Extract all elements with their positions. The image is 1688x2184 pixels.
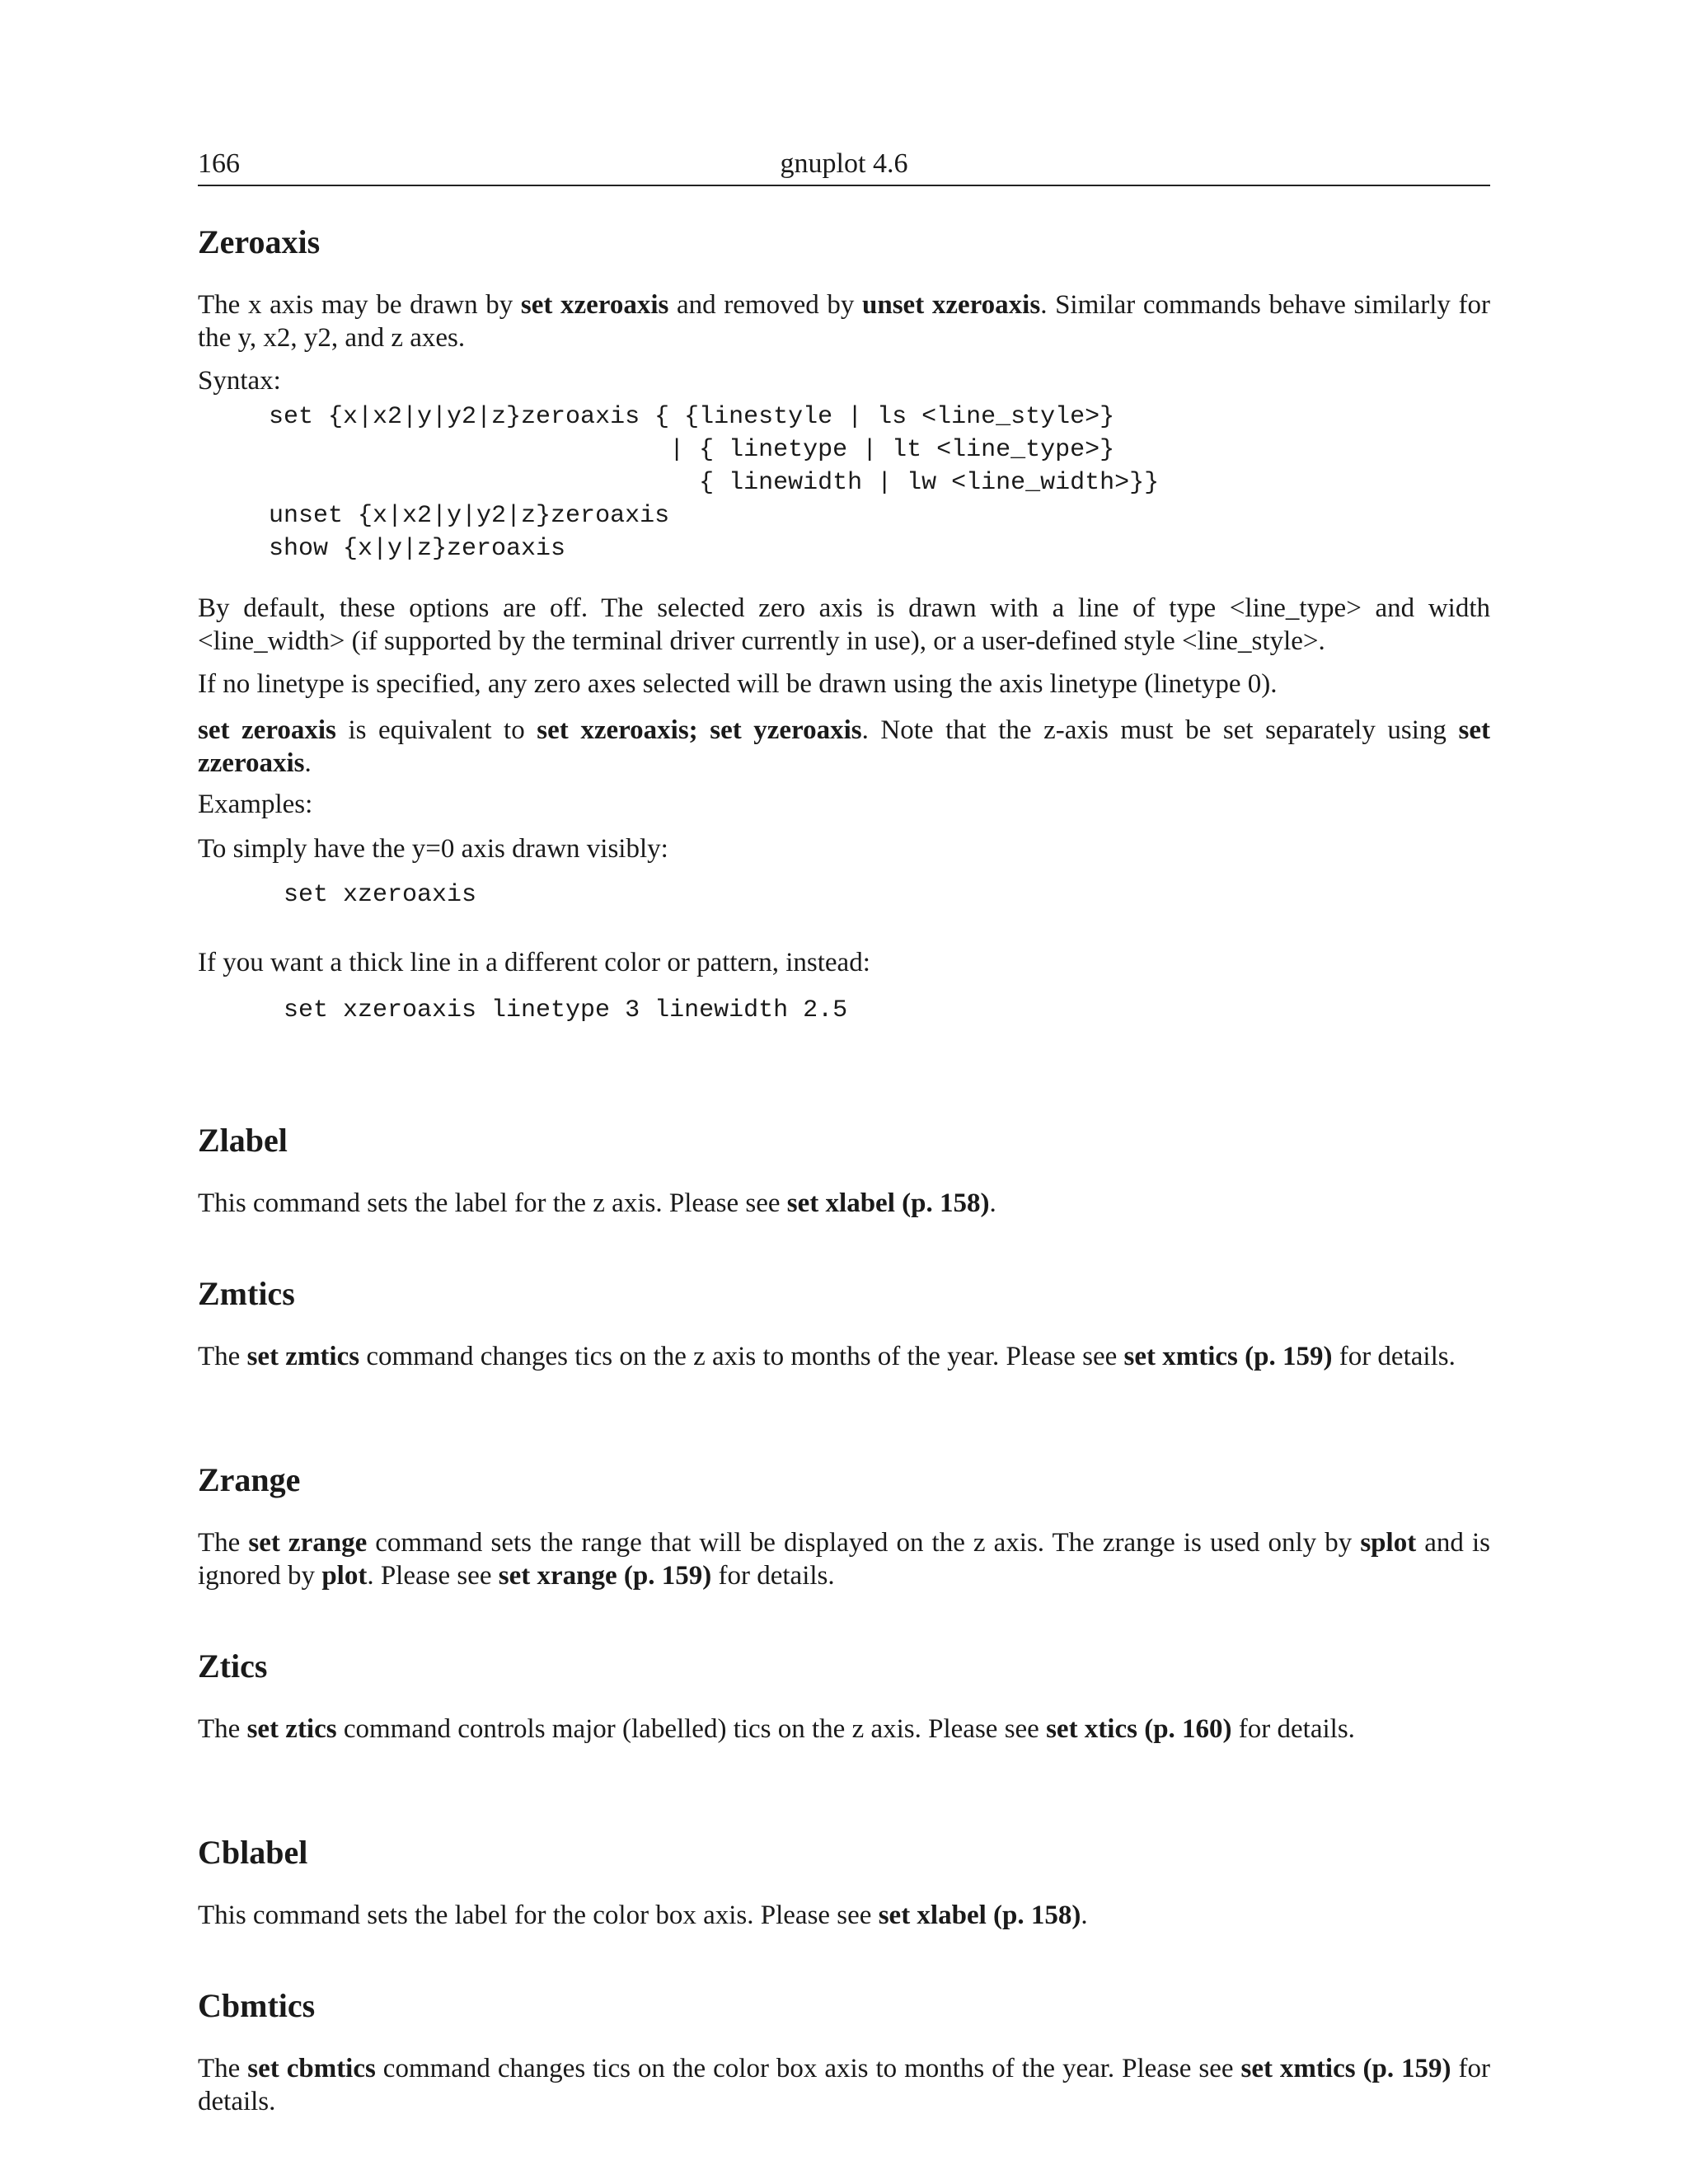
bold-reference: set xtics (p. 160): [1046, 1714, 1232, 1744]
text-run: command changes tics on the z axis to months of the year. Please see: [359, 1342, 1124, 1371]
bold-reference: set xrange (p. 159): [498, 1561, 712, 1591]
text-run: and removed by: [668, 290, 862, 320]
text-run: . Please see: [367, 1561, 499, 1591]
text-run: .: [1081, 1900, 1088, 1930]
text-run: The: [198, 1714, 247, 1744]
section-heading-zrange: Zrange: [198, 1461, 301, 1498]
example1-code: set xzeroaxis: [284, 881, 477, 909]
text-run: and is ignored by: [198, 1528, 1490, 1591]
examples-label: Examples:: [198, 790, 313, 819]
syntax-label: Syntax:: [198, 366, 281, 396]
linetype-paragraph: If no linetype is specified, any zero axes selected will be drawn using the axis linetype (linetype 0).: [198, 669, 1278, 699]
bold-reference: set xzeroaxis: [520, 290, 669, 320]
page-number: 166: [198, 148, 240, 179]
text-run: .: [989, 1188, 996, 1218]
section-heading: Zeroaxis: [198, 223, 321, 260]
zrange-paragraph: [198, 1526, 1490, 1592]
text-run: for details.: [1332, 1342, 1456, 1371]
bold-reference: splot: [1360, 1528, 1417, 1558]
bold-reference: set zrange: [248, 1528, 368, 1558]
text-run: The: [198, 1528, 249, 1558]
text-run: . Similar commands behave similarly for the y, x2, y2, and z axes.: [198, 290, 1490, 353]
text-run: command controls major (labelled) tics on the z axis. Please see: [336, 1714, 1047, 1744]
bold-reference: set zeroaxis: [198, 715, 336, 745]
ztics-paragraph: [198, 1713, 1490, 1746]
running-header: [198, 148, 1490, 186]
bold-reference: set cbmtics: [247, 2054, 376, 2083]
bold-reference: set xmtics (p. 159): [1240, 2054, 1451, 2083]
cbmtics-paragraph: [198, 2052, 1490, 2118]
running-title: gnuplot 4.6: [780, 148, 908, 179]
default-paragraph: By default, these options are off. The selected zero axis is drawn with a line of type <line_type> and width <line_width> (if supported by the terminal driver currently in use), or a user-defined style <line_style>.: [198, 593, 1490, 656]
syntax-code-block: set {x|x2|y|y2|z}zeroaxis { {linestyle | ls <line_style>} | { linetype | lt <line_type>} { linewidth | lw <line_width>}} unset {x|x2|y|y2|z}zeroaxis show {x|y|z}zeroaxis: [269, 403, 1160, 563]
bold-reference: set zzeroaxis: [198, 715, 1490, 778]
text-run: The: [198, 2054, 248, 2083]
bold-reference: set zmtics: [246, 1342, 360, 1371]
text-run: This command sets the label for the z axis. Please see: [198, 1188, 787, 1218]
zlabel-paragraph: [198, 1187, 1490, 1220]
equivalent-paragraph: [198, 714, 1490, 780]
text-run: for details.: [198, 2054, 1490, 2116]
text-run: is equivalent to: [335, 715, 537, 745]
text-run: .: [304, 748, 312, 778]
document-page: [198, 148, 1490, 2116]
text-run: for details.: [711, 1561, 835, 1591]
section-heading-zlabel: Zlabel: [198, 1122, 288, 1159]
section-zeroaxis: [198, 223, 1490, 262]
bold-reference: set xlabel (p. 158): [786, 1188, 990, 1218]
text-run: command changes tics on the color box axis to months of the year. Please see: [375, 2054, 1241, 2083]
text-run: The x axis may be drawn by: [198, 290, 521, 320]
bold-reference: plot: [321, 1561, 368, 1591]
bold-reference: set xmtics (p. 159): [1123, 1342, 1333, 1371]
bold-reference: set ztics: [246, 1714, 337, 1744]
cblabel-paragraph: [198, 1899, 1490, 1932]
text-run: for details.: [1231, 1714, 1355, 1744]
text-run: The: [198, 1342, 247, 1371]
bold-reference: set xlabel (p. 158): [878, 1900, 1081, 1930]
section-heading-cbmtics: Cbmtics: [198, 1987, 316, 2024]
example2-code: set xzeroaxis linetype 3 linewidth 2.5: [284, 996, 848, 1024]
bold-reference: set xzeroaxis; set yzeroaxis: [537, 715, 862, 745]
text-run: This command sets the label for the color box axis. Please see: [198, 1900, 879, 1930]
bold-reference: unset xzeroaxis: [862, 290, 1041, 320]
text-run: command sets the range that will be displayed on the z axis. The zrange is used only by: [367, 1528, 1361, 1558]
example2-text: If you want a thick line in a different color or pattern, instead:: [198, 948, 870, 977]
example1-text: To simply have the y=0 axis drawn visibly:: [198, 834, 668, 864]
zeroaxis-intro-paragraph: [198, 288, 1490, 354]
zmtics-paragraph: [198, 1340, 1490, 1373]
section-heading-cblabel: Cblabel: [198, 1834, 308, 1871]
section-heading-zmtics: Zmtics: [198, 1275, 295, 1312]
section-heading-ztics: Ztics: [198, 1647, 268, 1685]
text-run: . Note that the z-axis must be set separately using: [861, 715, 1459, 745]
